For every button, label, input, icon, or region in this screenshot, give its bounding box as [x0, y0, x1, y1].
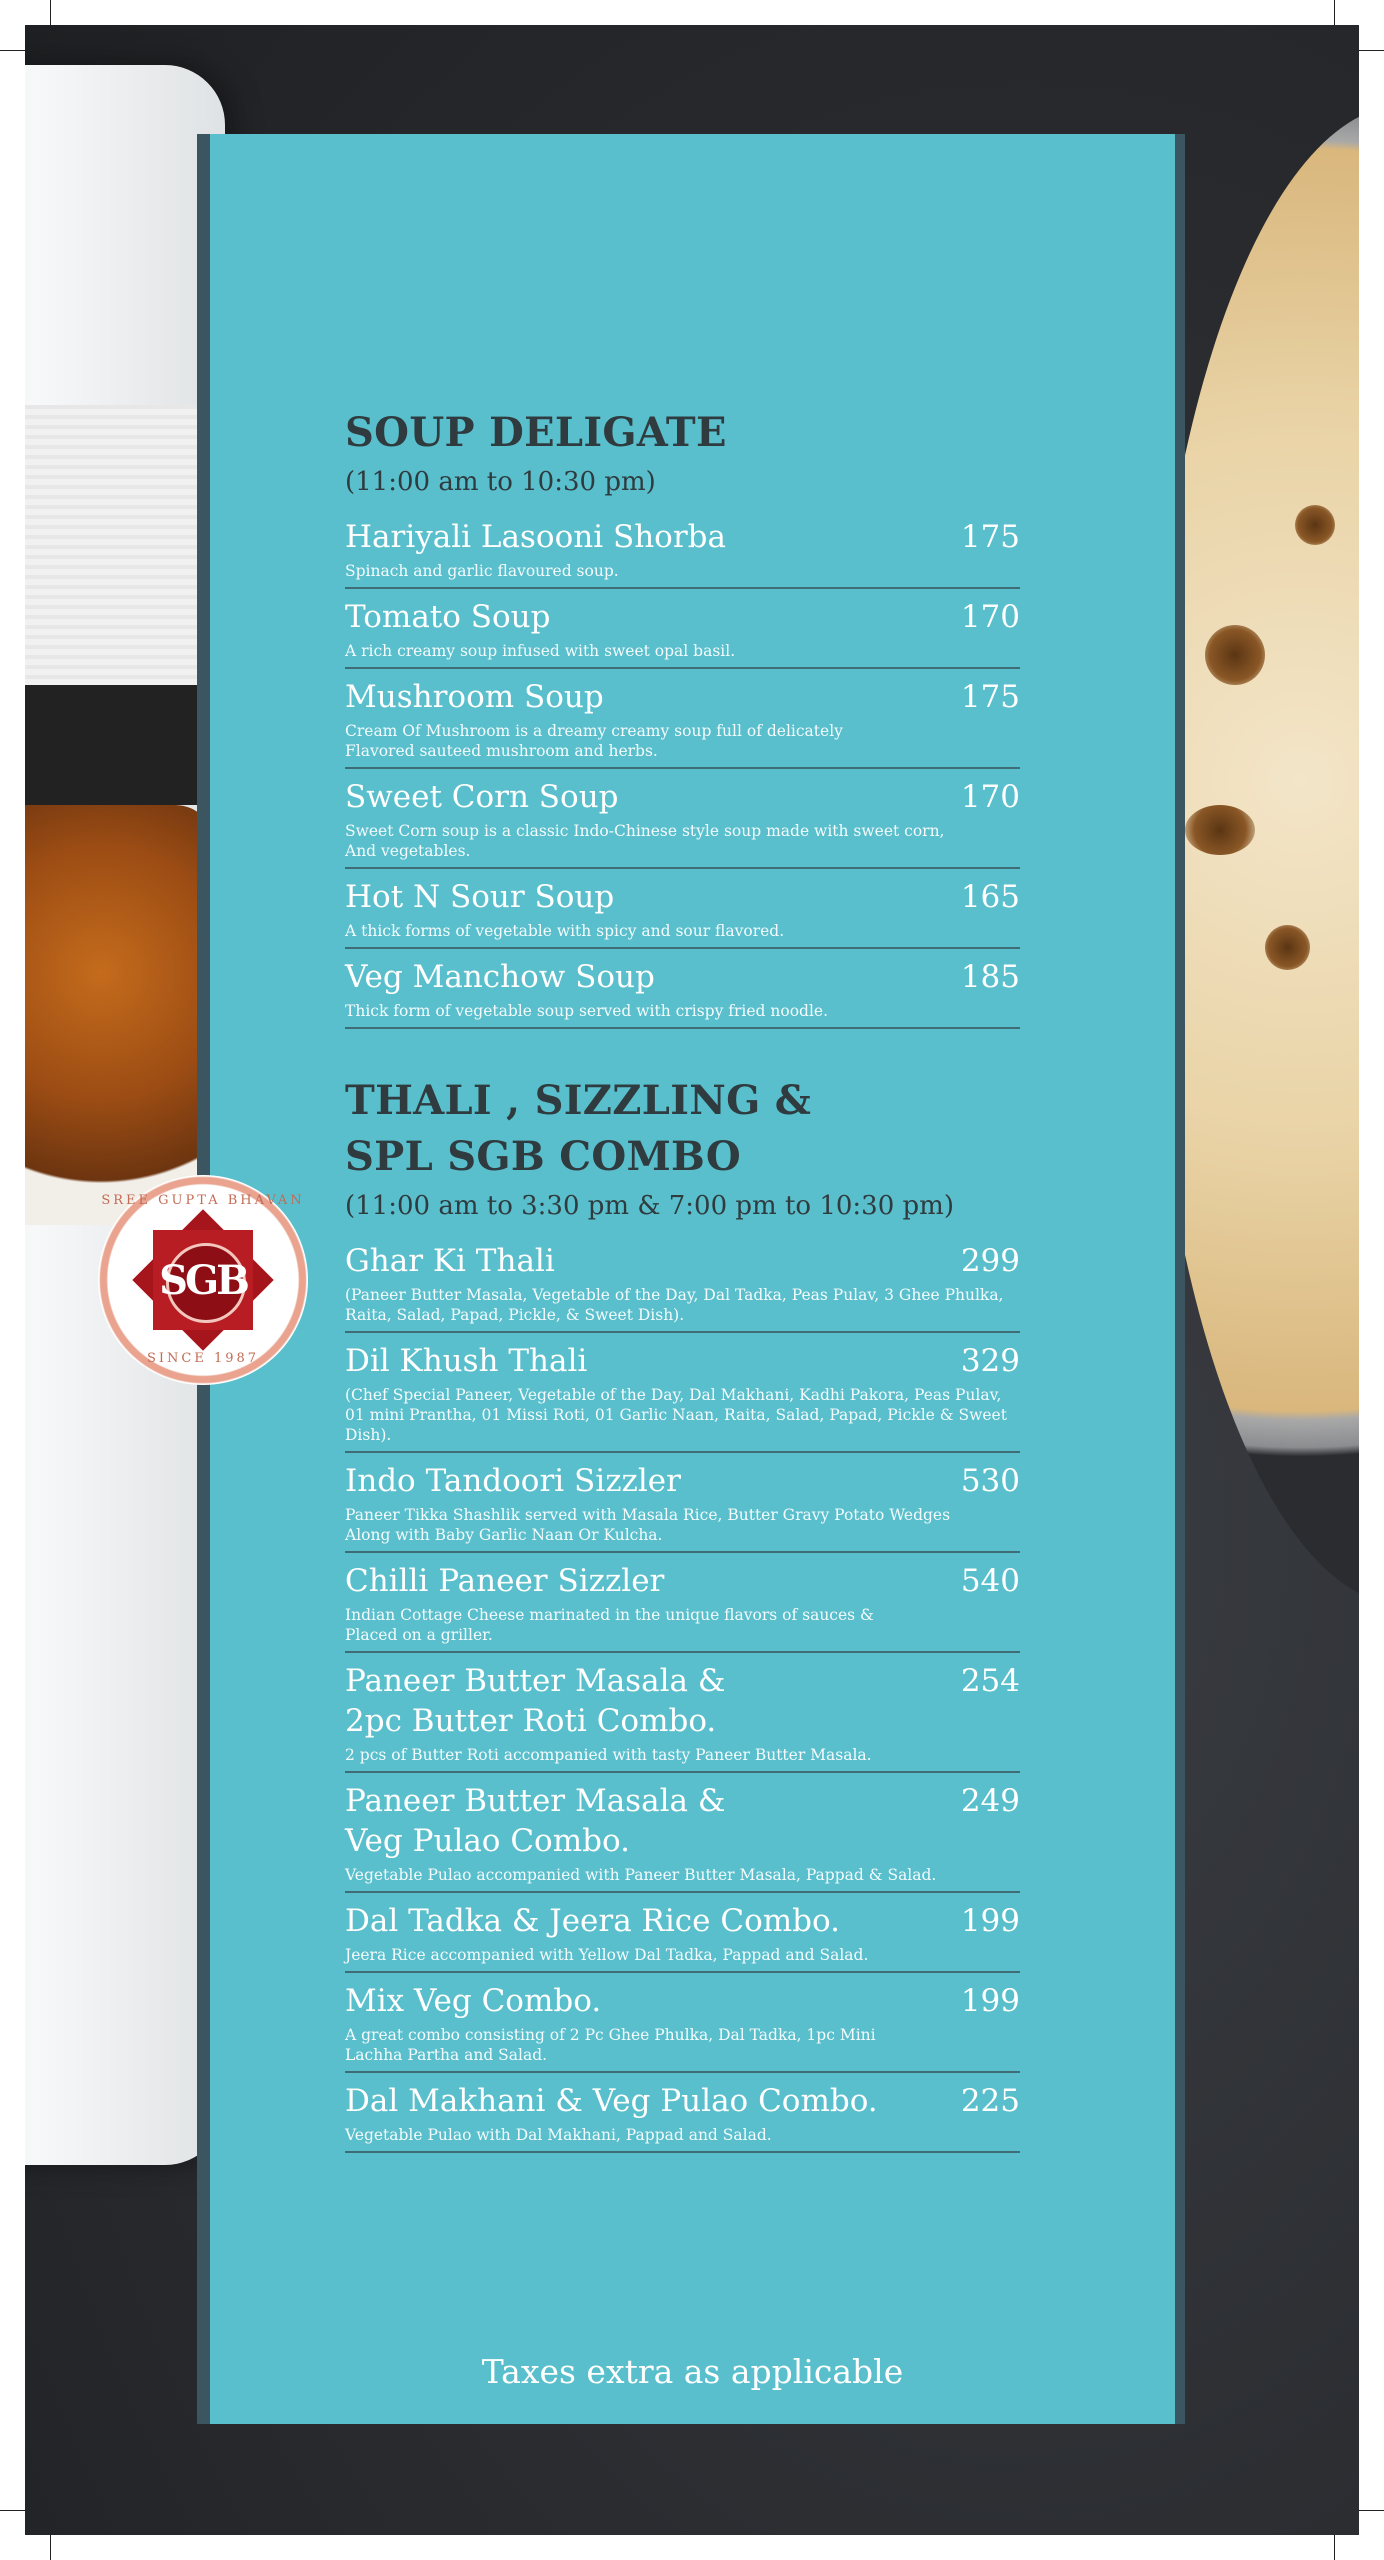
- item-price: 199: [960, 1903, 1020, 1939]
- item-description: Paneer Tikka Shashlik served with Masala Rice, Butter Gravy Potato Wedges Along with Baby Garlic Naan Or Kulcha.: [345, 1506, 951, 1544]
- menu-item: [345, 1973, 1020, 2073]
- menu-item: [345, 1553, 1020, 1653]
- menu-item: [345, 1233, 1020, 1333]
- item-description: 2 pcs of Butter Roti accompanied with tasty Paneer Butter Masala.: [345, 1746, 872, 1764]
- item-name: Indo Tandoori Sizzler: [345, 1463, 681, 1499]
- item-description: Jeera Rice accompanied with Yellow Dal Tadka, Pappad and Salad.: [345, 1946, 869, 1964]
- item-description: (Chef Special Paneer, Vegetable of the Day, Dal Makhani, Kadhi Pakora, Peas Pulav, 01 mini Prantha, 01 Missi Roti, 01 Garlic Naan, Raita, Salad, Papad, Pickle & Sweet Dish).: [345, 1386, 1007, 1444]
- menu-item: [345, 949, 1020, 1029]
- item-description: A rich creamy soup infused with sweet opal basil.: [345, 642, 736, 660]
- item-description: A great combo consisting of 2 Pc Ghee Phulka, Dal Tadka, 1pc Mini Lachha Partha and Salad.: [345, 2026, 876, 2064]
- item-name: Hariyali Lasooni Shorba: [345, 519, 726, 555]
- section-title: SOUP DELIGATE: [345, 409, 727, 456]
- item-name: Dal Makhani & Veg Pulao Combo.: [345, 2083, 878, 2119]
- crop-mark-bottom-left-v: [50, 2535, 51, 2560]
- item-description: Vegetable Pulao accompanied with Paneer Butter Masala, Pappad & Salad.: [345, 1866, 937, 1884]
- item-price: 225: [960, 2083, 1020, 2119]
- item-price: 185: [960, 959, 1020, 995]
- logo-ring-text: SREE GUPTA BHAVAN: [101, 1193, 305, 1208]
- logo-monogram: SGB: [159, 1257, 247, 1304]
- crop-mark-bottom-right-v: [1334, 2535, 1335, 2560]
- table-gap: [25, 685, 215, 805]
- item-name: Tomato Soup: [345, 599, 551, 635]
- item-price: 254: [960, 1663, 1020, 1699]
- item-description: Vegetable Pulao with Dal Makhani, Pappad and Salad.: [345, 2126, 772, 2144]
- item-price: 540: [960, 1563, 1020, 1599]
- item-price: 299: [960, 1243, 1020, 1279]
- item-price: 249: [960, 1783, 1020, 1819]
- item-description: Thick form of vegetable soup served with crispy fried noodle.: [345, 1002, 829, 1020]
- char-spot: [1265, 925, 1310, 970]
- menu-item: [345, 869, 1020, 949]
- char-spot: [1205, 625, 1265, 685]
- menu-item: [345, 669, 1020, 769]
- item-price: 329: [960, 1343, 1020, 1379]
- item-price: 530: [960, 1463, 1020, 1499]
- section-soup: [345, 405, 1020, 1029]
- item-name: Paneer Butter Masala & Veg Pulao Combo.: [345, 1783, 726, 1859]
- item-name: Paneer Butter Masala & 2pc Butter Roti Combo.: [345, 1663, 726, 1739]
- item-price: 199: [960, 1983, 1020, 2019]
- char-spot: [1185, 805, 1255, 855]
- item-price: 165: [960, 879, 1020, 915]
- item-description: A thick forms of vegetable with spicy and sour flavored.: [345, 922, 785, 940]
- section-title: THALI , SIZZLING & SPL SGB COMBO: [345, 1077, 812, 1180]
- curry-bowl: [25, 805, 215, 1225]
- crop-mark-bottom-left-h: [0, 2510, 25, 2511]
- crop-mark-bottom-right-h: [1359, 2510, 1384, 2511]
- taxes-note: Taxes extra as applicable: [481, 2352, 904, 2391]
- item-price: 170: [960, 779, 1020, 815]
- item-price: 175: [960, 519, 1020, 555]
- crop-mark-top-left-h: [0, 50, 25, 51]
- menu-item: [345, 589, 1020, 669]
- section-thali: [345, 1073, 1020, 2153]
- section-hours: (11:00 am to 10:30 pm): [345, 467, 656, 497]
- item-price: 175: [960, 679, 1020, 715]
- menu-item: [345, 1333, 1020, 1453]
- item-name: Veg Manchow Soup: [345, 959, 655, 995]
- item-description: Cream Of Mushroom is a dreamy creamy soup full of delicately Flavored sauteed mushroom and herbs.: [345, 722, 843, 760]
- menu-item: [345, 1653, 1020, 1773]
- crop-mark-top-left-v: [50, 0, 51, 25]
- item-description: Sweet Corn soup is a classic Indo-Chinese style soup made with sweet corn, And vegetables.: [345, 822, 945, 860]
- crop-mark-top-right-v: [1334, 0, 1335, 25]
- item-name: Ghar Ki Thali: [345, 1243, 555, 1279]
- menu-content: [345, 405, 1020, 2153]
- item-name: Sweet Corn Soup: [345, 779, 619, 815]
- item-name: Hot N Sour Soup: [345, 879, 615, 915]
- menu-item: [345, 1773, 1020, 1893]
- menu-item: [345, 509, 1020, 589]
- menu-item: [345, 769, 1020, 869]
- item-description: (Paneer Butter Masala, Vegetable of the Day, Dal Tadka, Peas Pulav, 3 Ghee Phulka, Raita, Salad, Papad, Pickle, & Sweet Dish).: [345, 1286, 1004, 1324]
- section-hours: (11:00 am to 3:30 pm & 7:00 pm to 10:30 pm): [345, 1191, 954, 1221]
- item-description: Spinach and garlic flavoured soup.: [345, 562, 619, 580]
- item-price: 170: [960, 599, 1020, 635]
- sgb-logo: [98, 1175, 308, 1385]
- item-name: Chilli Paneer Sizzler: [345, 1563, 665, 1599]
- logo-since: SINCE 1987: [146, 1351, 260, 1366]
- item-description: Indian Cottage Cheese marinated in the unique flavors of sauces & Placed on a griller.: [345, 1606, 874, 1644]
- item-name: Mushroom Soup: [345, 679, 604, 715]
- item-name: Mix Veg Combo.: [345, 1983, 602, 2019]
- item-name: Dil Khush Thali: [345, 1343, 588, 1379]
- item-name: Dal Tadka & Jeera Rice Combo.: [345, 1903, 840, 1939]
- menu-item: [345, 1453, 1020, 1553]
- char-spot: [1295, 505, 1335, 545]
- menu-item: [345, 2073, 1020, 2153]
- menu-item: [345, 1893, 1020, 1973]
- crop-mark-top-right-h: [1359, 50, 1384, 51]
